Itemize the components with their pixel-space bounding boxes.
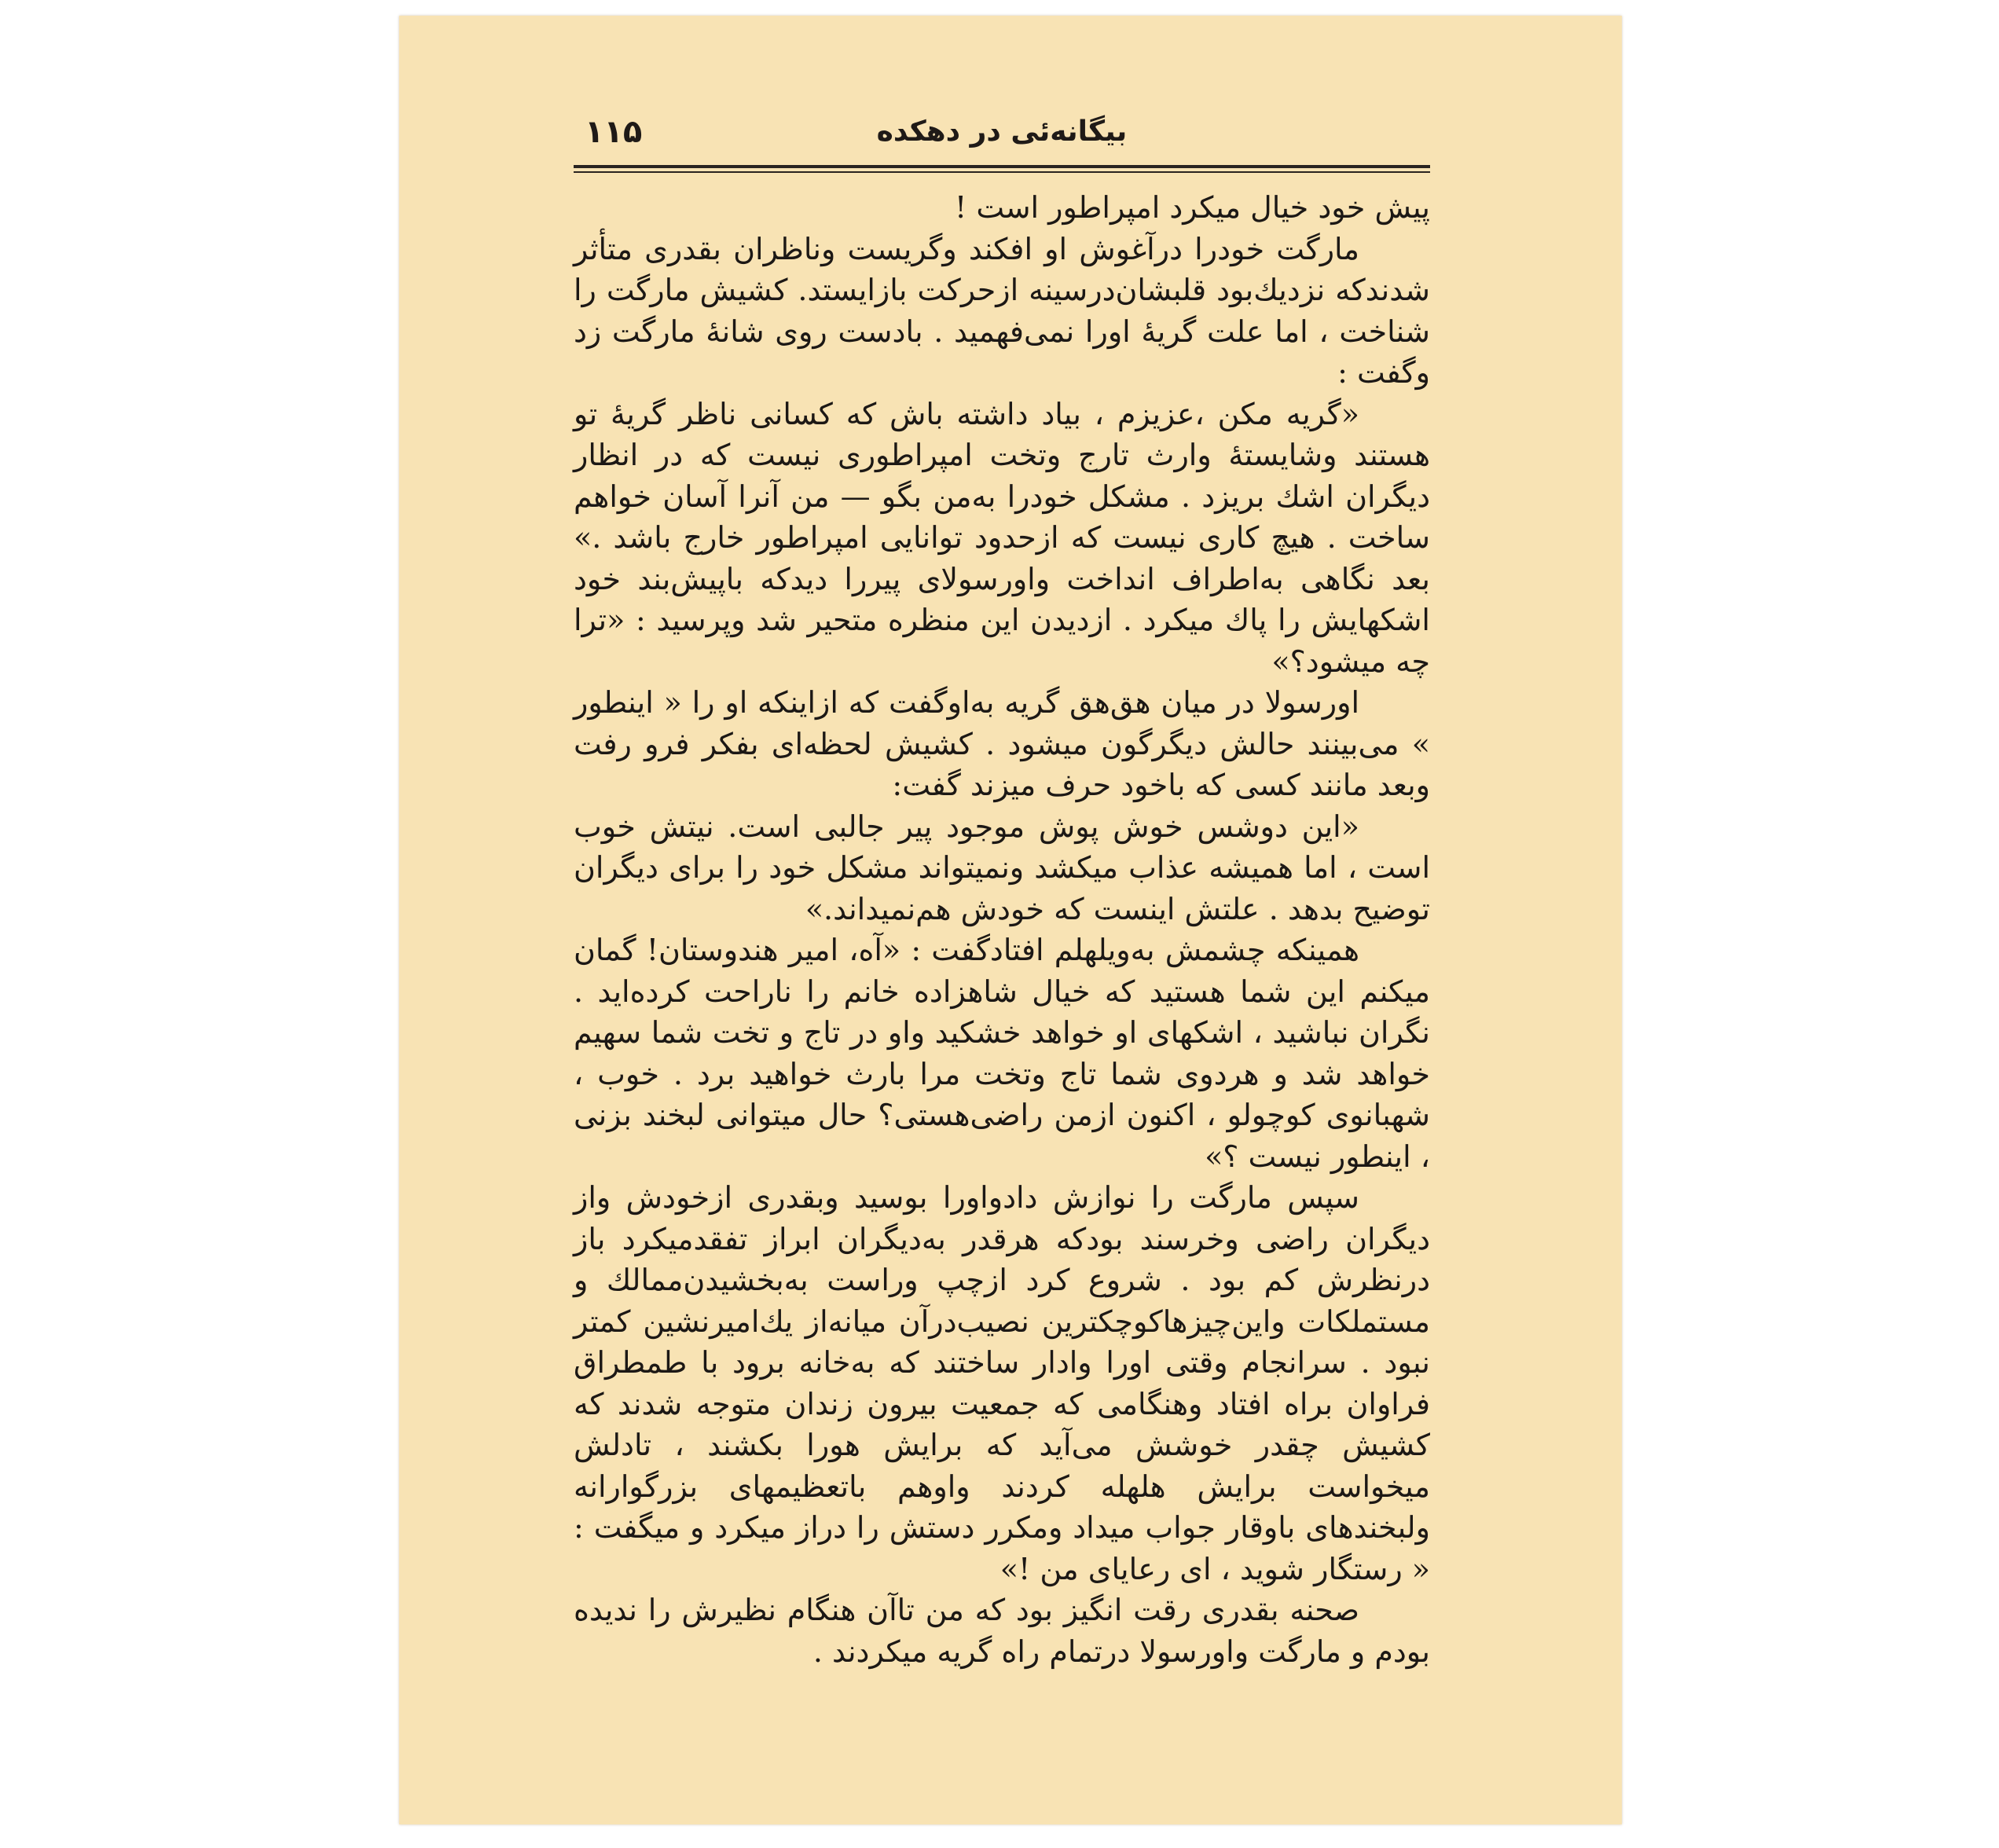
body-text — [574, 187, 1430, 1672]
paragraph: سپس مارگت را نوازش دادواورا بوسید وبقدری ازخودش واز دیگران راضی وخرسند بودکه هرقدر به‌دیگران ابراز تفقدمیکرد باز درنظرش کم بود . شروع کرد ازچپ وراست به‌بخشیدن‌ممالك و مستملکات واین‌چیزهاکوچکترین نصیب‌درآن میانه‌از یك‌امیرنشین کمتر نبود . سرانجام وقتی اورا وادار ساختند که به‌خانه برود با طمطراق فراوان براه افتاد وهنگامی که جمعیت بیرون زندان متوجه شدند که کشیش چقدر خوشش می‌آید که برایش هورا بکشند ، تادلش میخواست برایش هلهله کردند واوهم باتعظیمهای بزرگوارانه ولبخندهای باوقار جواب میداد ومکرر دستش را دراز میکرد و میگفت : « رستگار شوید ، ای رعایای من !» — [574, 1180, 1430, 1586]
page-header — [574, 110, 1430, 157]
paragraph: همینکه چشمش به‌ویلهلم افتادگفت : «آه، امیر هندوستان! گمان میکنم این شما هستید که خیال شاهزاده خانم را ناراحت کرده‌اید . نگران نباشید ، اشکهای او خواهد خشکید واو در تاج و تخت شما سهیم خواهد شد و هردوی شما تاج وتخت مرا بارث خواهید برد . خوب ، شهبانوی کوچولو ، اکنون ازمن راضی‌هستی؟ حال میتوانی لبخند بزنی ، اینطور نیست ؟» — [574, 933, 1430, 1174]
page-number: ۱۱۵ — [585, 114, 643, 150]
paragraph: اورسولا در میان هق‌هق گریه به‌اوگفت که ازاینکه او را « اینطور » می‌بینند حالش دیگرگون میشود . کشیش لحظه‌ای بفکر فرو رفت وبعد مانند کسی که باخود حرف میزند گفت: — [574, 685, 1430, 802]
paragraph: «این دوشس خوش پوش موجود پیر جالبی است. نیتش خوب است ، اما همیشه عذاب میکشد ونمیتواند مشکل خود را برای دیگران توضیح بدهد . علتش اینست که خودش هم‌نمیداند.» — [574, 808, 1430, 926]
paragraph: «گریه مکن ،عزیزم ، بیاد داشته باش که کسانی ناظر گریهٔ تو هستند وشایستهٔ وارث تارج وتخت امپراطوری نیست که در انظار دیگران اشك بریزد . مشکل خودرا به‌من بگو — من آنرا آسان خواهم ساخت . هیچ کاری نیست که ازحدود توانایی امپراطور خارج باشد .» بعد نگاهی به‌اطراف انداخت واورسولای پیررا دیدکه باپیش‌بند خود اشکهایش را پاك میکرد . ازدیدن این منظره متحیر شد وپرسید : «ترا چه میشود؟» — [574, 396, 1430, 679]
header-rule-thin — [574, 171, 1430, 173]
book-page — [399, 16, 1622, 1824]
header-rule-thick — [574, 165, 1430, 168]
running-title: بیگانه‌ئی در دهکده — [876, 116, 1128, 148]
paragraph: صحنه بقدری رقت انگیز بود که من تاآن هنگام نظیرش را ندیده بودم و مارگت واورسولا درتمام راه گریه میکردند . — [574, 1593, 1430, 1669]
paragraph: مارگت خودرا درآغوش او افکند وگریست وناظران بقدری متأثر شدندکه نزدیك‌بود قلبشان‌درسینه ازحرکت بازایستد. کشیش مارگت را شناخت ، اما علت گریهٔ اورا نمی‌فهمید . بادست روی شانهٔ مارگت زد وگفت : — [574, 231, 1430, 390]
paragraph: پیش خود خیال میکرد امپراطور است ! — [955, 190, 1430, 225]
